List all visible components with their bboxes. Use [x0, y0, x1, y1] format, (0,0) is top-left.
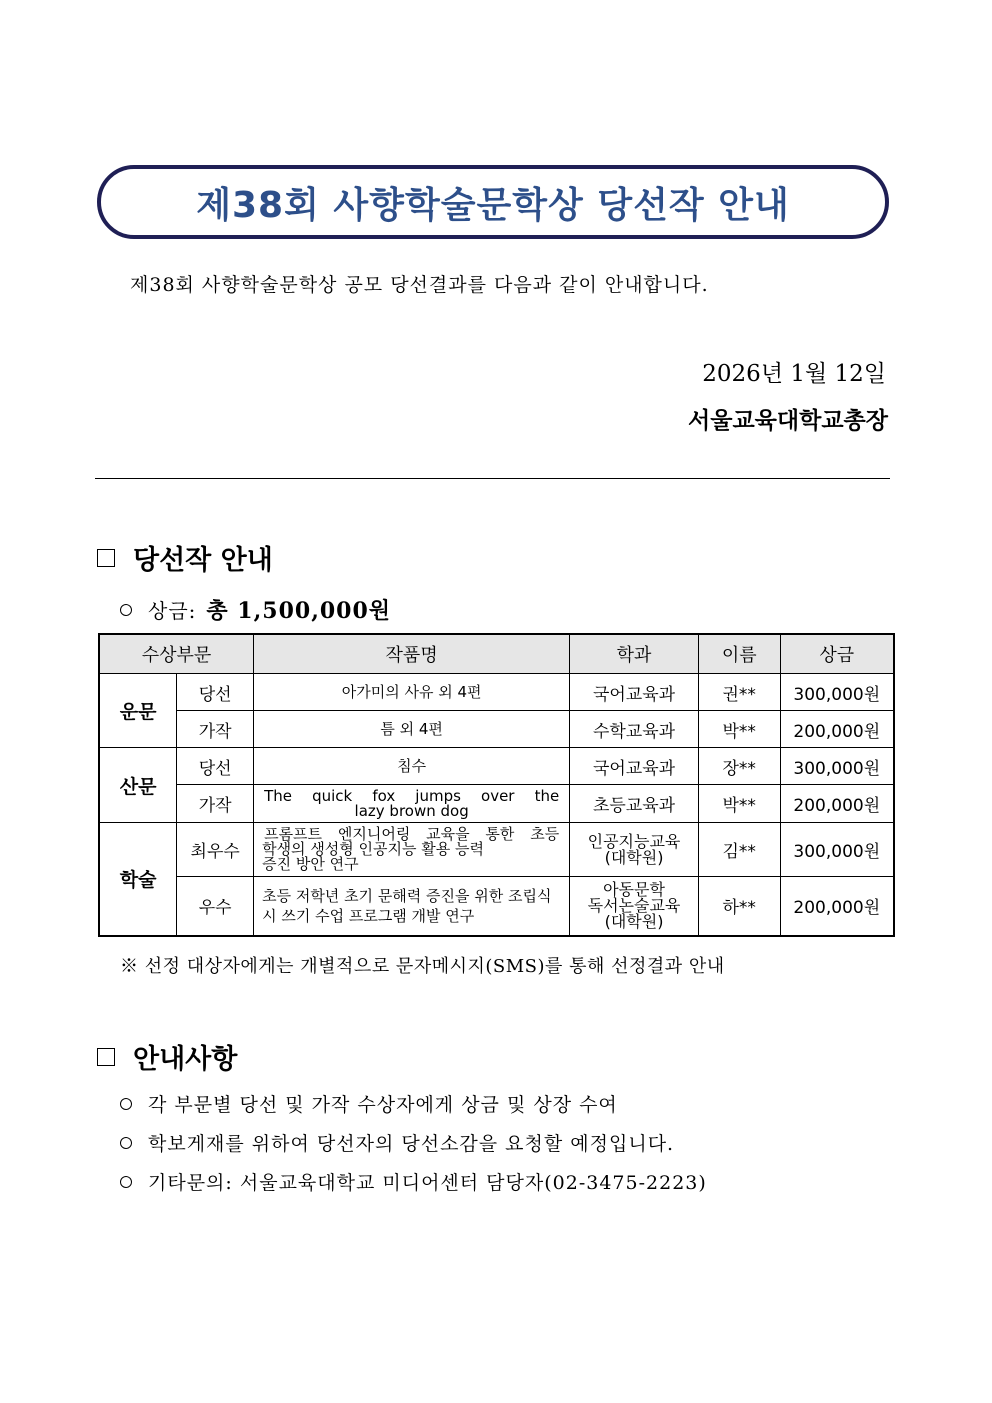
checkbox-square-icon — [97, 549, 115, 567]
prize-cell: 200,000원 — [780, 711, 894, 748]
dept-cell: 수학교육과 — [570, 711, 699, 748]
notice-item — [120, 1090, 618, 1117]
work-cell: 틈 외 4편 — [254, 711, 570, 748]
work-cell: 아가미의 사유 외 4편 — [254, 674, 570, 711]
prize-cell: 200,000원 — [780, 785, 894, 823]
notice-date: 2026년 1월 12일 — [702, 361, 886, 387]
work-line: 초등 저학년 초기 문해력 증진을 위한 조립식 — [262, 886, 552, 905]
issuer-name: 서울교육대학교총장 — [688, 407, 888, 434]
work-line: 증진 방안 연구 — [262, 855, 359, 873]
circle-bullet-icon — [120, 604, 132, 616]
intro-text: 제38회 사향학술문학상 공모 당선결과를 다음과 같이 안내합니다. — [130, 274, 709, 296]
rank-cell: 우수 — [177, 877, 254, 936]
prize-line — [120, 594, 391, 625]
dept-cell — [570, 877, 699, 936]
rank-cell: 당선 — [177, 674, 254, 711]
work-cell — [254, 877, 570, 936]
work-cell — [254, 785, 570, 823]
dept-cell — [570, 823, 699, 877]
dept-line: 인공지능교육 — [587, 831, 681, 851]
table-row — [99, 711, 894, 748]
dept-cell: 국어교육과 — [570, 674, 699, 711]
prize-cell: 200,000원 — [780, 877, 894, 936]
table-row — [99, 785, 894, 823]
name-cell: 박** — [698, 785, 780, 823]
dept-cell: 국어교육과 — [570, 748, 699, 785]
work-cell — [254, 823, 570, 877]
circle-bullet-icon — [120, 1137, 132, 1149]
table-row — [99, 823, 894, 877]
notice-text: 각 부문별 당선 및 가작 수상자에게 상금 및 상장 수여 — [148, 1094, 618, 1116]
dept-line: (대학원) — [604, 911, 664, 931]
prize-label: 상금: — [148, 599, 197, 623]
prize-total: 총 1,500,000원 — [206, 598, 392, 624]
circle-bullet-icon — [120, 1176, 132, 1188]
header-prize: 상금 — [780, 634, 894, 674]
dept-line: 아동문학 — [603, 879, 665, 899]
header-name: 이름 — [698, 634, 780, 674]
section-heading-results — [97, 538, 273, 577]
prize-cell: 300,000원 — [780, 823, 894, 877]
checkbox-square-icon — [97, 1048, 115, 1066]
work-line: lazy brown dog — [354, 801, 469, 820]
header-category: 수상부문 — [99, 634, 254, 674]
table-row — [99, 674, 894, 711]
work-line: The quick fox jumps over the — [264, 786, 560, 805]
table-row — [99, 748, 894, 785]
prize-cell: 300,000원 — [780, 748, 894, 785]
circle-bullet-icon — [120, 1098, 132, 1110]
category-cell: 운문 — [99, 674, 177, 748]
notice-item — [120, 1129, 674, 1156]
section-title: 당선작 안내 — [133, 545, 273, 576]
work-line: 시 쓰기 수업 프로그램 개발 연구 — [262, 906, 475, 925]
sms-note: ※ 선정 대상자에게는 개별적으로 문자메시지(SMS)를 통해 선정결과 안내 — [120, 956, 725, 977]
header-work: 작품명 — [254, 634, 570, 674]
name-cell: 김** — [698, 823, 780, 877]
rank-cell: 최우수 — [177, 823, 254, 877]
category-cell: 산문 — [99, 748, 177, 823]
work-cell: 침수 — [254, 748, 570, 785]
rank-cell: 가작 — [177, 785, 254, 823]
awards-table — [98, 633, 895, 937]
title-banner — [97, 165, 889, 239]
notice-text: 기타문의: 서울교육대학교 미디어센터 담당자(02-3475-2223) — [148, 1172, 707, 1194]
name-cell: 장** — [698, 748, 780, 785]
name-cell: 박** — [698, 711, 780, 748]
page-title: 제38회 사향학술문학상 당선작 안내 — [196, 184, 790, 226]
notice-text: 학보게재를 위하여 당선자의 당선소감을 요청할 예정입니다. — [148, 1133, 675, 1155]
rank-cell: 당선 — [177, 748, 254, 785]
table-header-row — [99, 634, 894, 674]
name-cell: 하** — [698, 877, 780, 936]
rank-cell: 가작 — [177, 711, 254, 748]
prize-cell: 300,000원 — [780, 674, 894, 711]
notice-item — [120, 1168, 707, 1195]
work-line: 학생의 생성형 인공지능 활용 능력 — [262, 840, 485, 858]
divider — [95, 478, 890, 479]
category-cell: 학술 — [99, 823, 177, 936]
dept-cell: 초등교육과 — [570, 785, 699, 823]
name-cell: 권** — [698, 674, 780, 711]
section-title: 안내사항 — [133, 1044, 238, 1075]
dept-line: (대학원) — [604, 847, 664, 867]
table-row — [99, 877, 894, 936]
work-line: 프롬프트 엔지니어링 교육을 통한 초등 — [264, 825, 560, 843]
section-heading-notices — [97, 1037, 237, 1076]
header-dept: 학과 — [570, 634, 699, 674]
dept-line: 독서논술교육 — [587, 895, 681, 915]
